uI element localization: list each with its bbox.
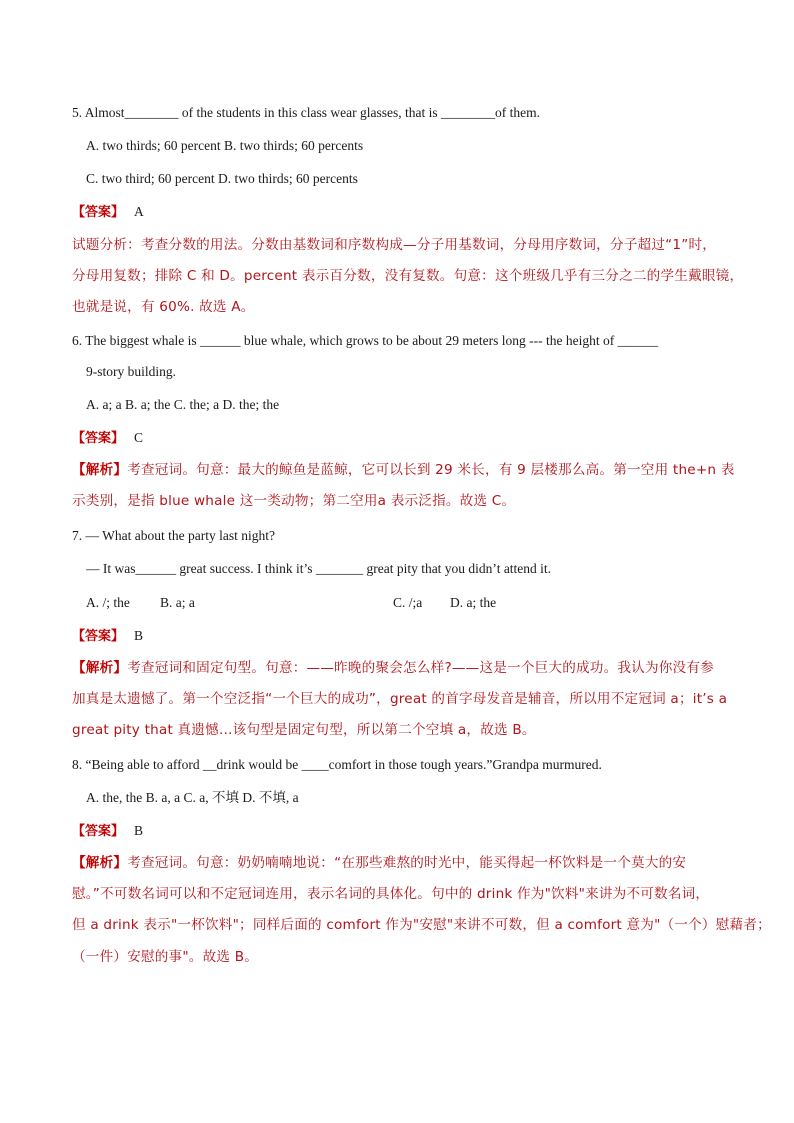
question-8-explanation [72, 848, 771, 973]
explanation-tag: 【解析】 [72, 660, 128, 676]
explanation-tag: 【解析】 [72, 855, 128, 871]
explanation-line: 也就是说，有 60%. 故选 A。 [72, 299, 255, 316]
explanation-line [72, 653, 722, 684]
question-8-options: A. the, the B. a, a C. a, 不填 D. 不填, a [86, 790, 299, 805]
question-7-stem-line-2: — It was______ great success. I think it’s _______ great pity that you didn’t attend it. [86, 561, 552, 576]
question-7-explanation [72, 653, 728, 747]
answer-value: C [134, 430, 144, 445]
explanation-tag: 【解析】 [72, 462, 128, 478]
question-7-option-b: B. a; a [160, 595, 195, 610]
answer-value: B [134, 823, 144, 838]
explanation-line: （一件）安慰的事"。故选 B。 [72, 948, 259, 965]
question-5-options-row-1: A. two thirds; 60 percent B. two thirds; 60 percents [86, 138, 364, 153]
explanation-text: 考查冠词和固定句型。句意：——昨晚的聚会怎么样?——这是一个巨大的成功。我认为你没有参 [127, 660, 714, 676]
question-5-answer [72, 203, 144, 222]
question-7-option-c: C. /;a [393, 595, 423, 610]
explanation-line [72, 455, 735, 486]
question-6-stem-line-1: 6. The biggest whale is ______ blue whale, which grows to be about 29 meters long --- the height of ______ [72, 333, 659, 348]
question-5-explanation [72, 230, 744, 324]
explanation-line: 加真是太遗憾了。第一个空泛指“一个巨大的成功”，great 的首字母发音是辅音，所以用不定冠词 a；it’s a [72, 691, 728, 708]
answer-tag: 【答案】 [72, 205, 125, 220]
question-6-explanation [72, 455, 735, 517]
explanation-text: 考查冠词。句意：最大的鲸鱼是蓝鲸，它可以长到 29 米长，有 9 层楼那么高。第一空用 the+n 表 [127, 462, 735, 478]
answer-tag: 【答案】 [72, 629, 125, 644]
answer-tag: 【答案】 [72, 431, 125, 446]
explanation-line: 慰。”不可数名词可以和不定冠词连用，表示名词的具体化。句中的 drink 作为"饮料"来讲为不可数名词， [72, 886, 710, 903]
explanation-line: 分母用复数；排除 C 和 D。percent 表示百分数，没有复数。句意：这个班级几乎有三分之二的学生戴眼镜， [72, 268, 744, 285]
question-5-stem: 5. Almost________ of the students in this class wear glasses, that is ________of them. [72, 105, 540, 120]
question-7-option-a: A. /; the [86, 595, 130, 610]
question-6-stem-line-2: 9-story building. [86, 364, 176, 379]
question-6-answer [72, 429, 143, 448]
question-6-options: A. a; a B. a; the C. the; a D. the; the [86, 397, 280, 412]
answer-tag: 【答案】 [72, 824, 125, 839]
explanation-line: 但 a drink 表示"一杯饮料"；同样后面的 comfort 作为"安慰"来讲不可数，但 a comfort 意为"（一个）慰藉者； [72, 917, 771, 934]
explanation-line [72, 848, 722, 879]
question-8-answer [72, 822, 143, 841]
explanation-line: 试题分析：考查分数的用法。分数由基数词和序数构成—分子用基数词，分母用序数词，分子超过“1”时， [72, 237, 717, 253]
question-8-stem: 8. “Being able to afford __drink would be ____comfort in those tough years.”Grandpa murmured. [72, 757, 602, 772]
answer-value: B [134, 628, 144, 643]
explanation-line: great pity that 真遗憾…该句型是固定句型，所以第二个空填 a，故选 B。 [72, 722, 536, 739]
question-7-stem-line-1: 7. — What about the party last night? [72, 528, 275, 543]
question-7-answer [72, 627, 143, 646]
explanation-line: 示类别，是指 blue whale 这一类动物；第二空用a 表示泛指。故选 C。 [72, 493, 516, 510]
question-7-option-d: D. a; the [450, 595, 497, 610]
question-5-options-row-2: C. two third; 60 percent D. two thirds; 60 percents [86, 171, 358, 186]
explanation-text: 考查冠词。句意：奶奶喃喃地说：“在那些难熬的时光中，能买得起一杯饮料是一个莫大的安 [127, 855, 687, 871]
answer-value: A [134, 204, 144, 219]
